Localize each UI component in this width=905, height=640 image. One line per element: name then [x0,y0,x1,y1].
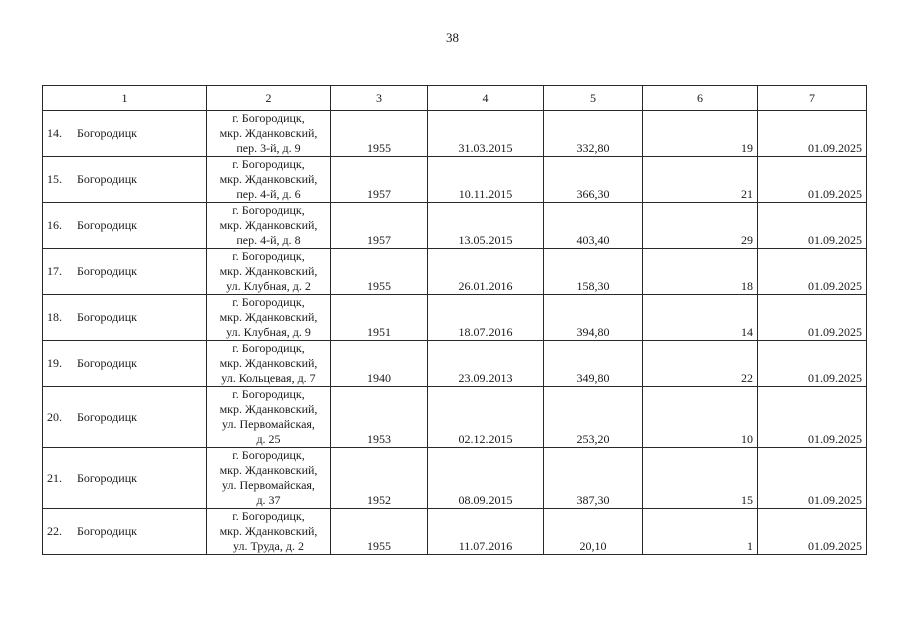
cell-address [207,203,331,249]
cell-count: 21 [643,157,758,203]
address-line: мкр. Жданковский, [219,172,318,186]
address-line: мкр. Жданковский, [219,524,318,538]
address-line: д. 25 [256,432,281,446]
housing-register-table [42,85,867,555]
table-body [43,111,867,555]
cell-locality [43,203,207,249]
address-line: г. Богородицк, [232,203,305,217]
locality-name: Богородицк [77,310,137,324]
address-line: г. Богородицк, [232,448,305,462]
address-line: г. Богородицк, [232,387,305,401]
cell-area: 253,20 [544,387,643,448]
locality-name: Богородицк [77,126,137,140]
cell-deadline: 01.09.2025 [758,111,867,157]
cell-address [207,387,331,448]
cell-year: 1955 [331,509,428,555]
cell-count: 15 [643,448,758,509]
cell-locality [43,341,207,387]
cell-date: 02.12.2015 [428,387,544,448]
column-header-3: 3 [331,86,428,111]
row-number: 14. [47,126,62,140]
address-line: ул. Труда, д. 2 [233,539,304,553]
cell-area: 349,80 [544,341,643,387]
page-number: 38 [446,30,459,45]
cell-address [207,448,331,509]
address-line: мкр. Жданковский, [219,463,318,477]
column-number-row [43,86,867,111]
cell-year: 1953 [331,387,428,448]
address-line: г. Богородицк, [232,249,305,263]
address-line: г. Богородицк, [232,111,305,125]
locality-name: Богородицк [77,356,137,370]
column-header-2: 2 [207,86,331,111]
table-row [43,157,867,203]
table-row [43,203,867,249]
address-line: ул. Кольцевая, д. 7 [221,371,316,385]
cell-locality [43,387,207,448]
address-line: пер. 4-й, д. 8 [236,233,301,247]
cell-deadline: 01.09.2025 [758,295,867,341]
cell-area: 366,30 [544,157,643,203]
table-row [43,509,867,555]
row-number: 15. [47,172,62,186]
cell-year: 1940 [331,341,428,387]
address-line: мкр. Жданковский, [219,218,318,232]
address-line: ул. Клубная, д. 2 [226,279,311,293]
address-line: мкр. Жданковский, [219,310,318,324]
address-line: д. 37 [256,493,281,507]
column-header-5: 5 [544,86,643,111]
cell-area: 387,30 [544,448,643,509]
row-number: 16. [47,218,62,232]
cell-date: 18.07.2016 [428,295,544,341]
cell-address [207,341,331,387]
cell-date: 13.05.2015 [428,203,544,249]
locality-name: Богородицк [77,264,137,278]
cell-area: 158,30 [544,249,643,295]
cell-date: 10.11.2015 [428,157,544,203]
table-row [43,249,867,295]
address-line: мкр. Жданковский, [219,126,318,140]
cell-date: 31.03.2015 [428,111,544,157]
cell-address [207,509,331,555]
cell-locality [43,111,207,157]
table-row [43,387,867,448]
address-line: пер. 4-й, д. 6 [236,187,301,201]
cell-year: 1952 [331,448,428,509]
address-line: ул. Первомайская, [222,478,315,492]
row-number: 18. [47,310,62,324]
address-line: г. Богородицк, [232,295,305,309]
cell-area: 403,40 [544,203,643,249]
cell-locality [43,249,207,295]
column-header-7: 7 [758,86,867,111]
cell-locality [43,295,207,341]
cell-count: 10 [643,387,758,448]
cell-year: 1955 [331,111,428,157]
table-row [43,295,867,341]
cell-date: 08.09.2015 [428,448,544,509]
row-number: 17. [47,264,62,278]
address-line: ул. Первомайская, [222,417,315,431]
address-line: мкр. Жданковский, [219,356,318,370]
cell-year: 1951 [331,295,428,341]
table-row [43,341,867,387]
row-number: 21. [47,470,62,485]
address-line: мкр. Жданковский, [219,402,318,416]
cell-deadline: 01.09.2025 [758,448,867,509]
address-line: г. Богородицк, [232,341,305,355]
locality-name: Богородицк [77,409,137,424]
column-header-4: 4 [428,86,544,111]
cell-deadline: 01.09.2025 [758,203,867,249]
address-line: пер. 3-й, д. 9 [236,141,301,155]
locality-name: Богородицк [77,470,137,485]
cell-count: 14 [643,295,758,341]
row-number: 22. [47,524,62,538]
cell-area: 394,80 [544,295,643,341]
cell-deadline: 01.09.2025 [758,249,867,295]
cell-address [207,111,331,157]
table-row [43,448,867,509]
cell-count: 22 [643,341,758,387]
cell-deadline: 01.09.2025 [758,157,867,203]
row-number: 20. [47,409,62,424]
locality-name: Богородицк [77,524,137,538]
cell-deadline: 01.09.2025 [758,341,867,387]
row-number: 19. [47,356,62,370]
cell-date: 11.07.2016 [428,509,544,555]
address-line: г. Богородицк, [232,509,305,523]
cell-area: 20,10 [544,509,643,555]
cell-date: 23.09.2013 [428,341,544,387]
cell-deadline: 01.09.2025 [758,509,867,555]
cell-date: 26.01.2016 [428,249,544,295]
cell-locality [43,509,207,555]
cell-year: 1955 [331,249,428,295]
address-line: г. Богородицк, [232,157,305,171]
cell-area: 332,80 [544,111,643,157]
cell-year: 1957 [331,157,428,203]
cell-count: 19 [643,111,758,157]
table-row [43,111,867,157]
column-header-6: 6 [643,86,758,111]
cell-address [207,295,331,341]
address-line: ул. Клубная, д. 9 [226,325,311,339]
cell-locality [43,448,207,509]
address-line: мкр. Жданковский, [219,264,318,278]
cell-year: 1957 [331,203,428,249]
cell-count: 29 [643,203,758,249]
column-header-1: 1 [43,86,207,111]
cell-locality [43,157,207,203]
locality-name: Богородицк [77,218,137,232]
cell-address [207,157,331,203]
locality-name: Богородицк [77,172,137,186]
cell-address [207,249,331,295]
cell-count: 18 [643,249,758,295]
cell-deadline: 01.09.2025 [758,387,867,448]
cell-count: 1 [643,509,758,555]
